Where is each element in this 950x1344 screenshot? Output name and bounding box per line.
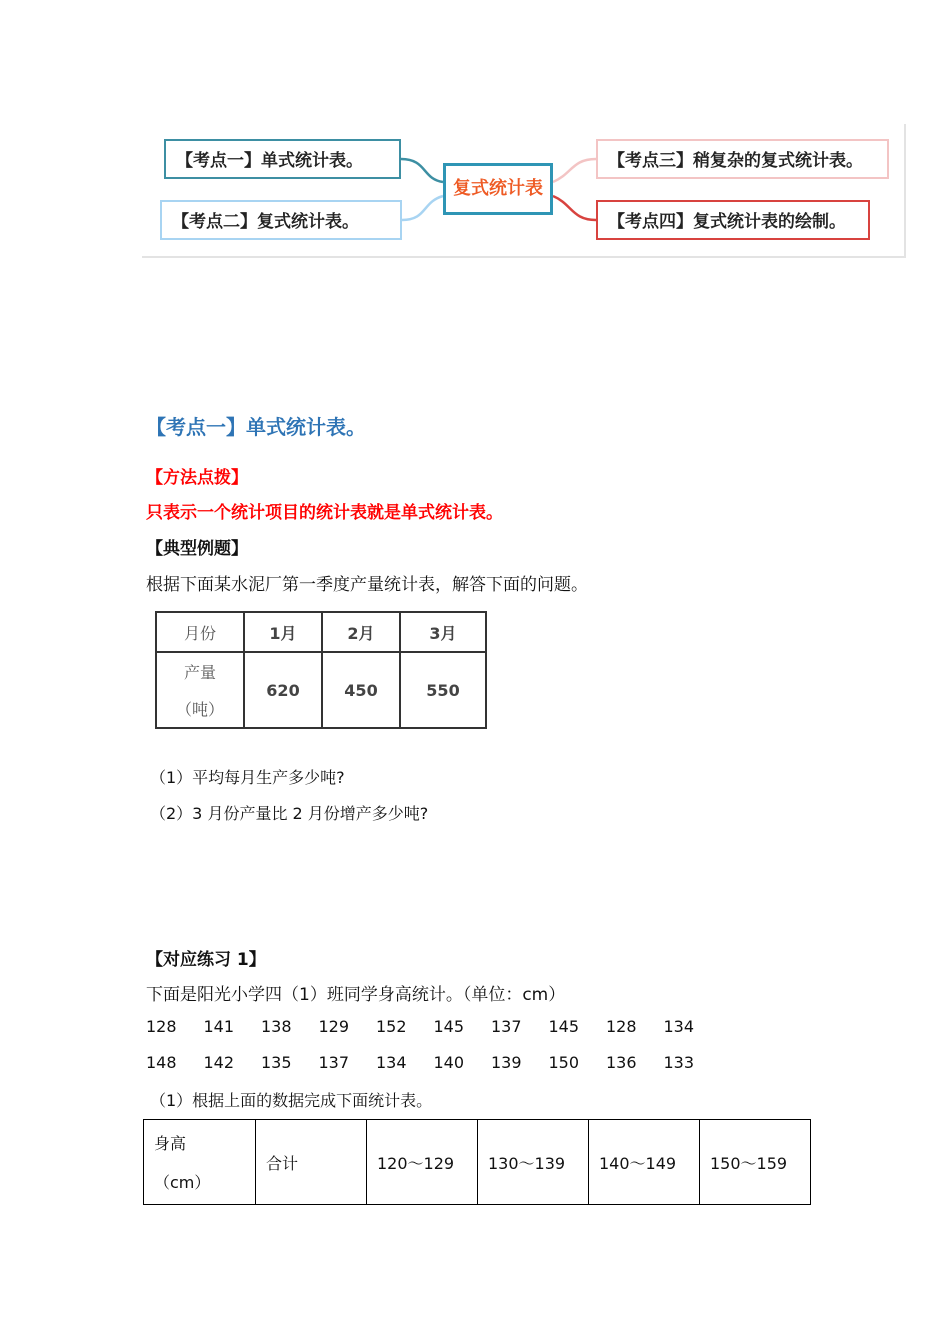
value-jan: 620 [244, 652, 322, 728]
mindmap-kp2: 【考点二】复式统计表。 [160, 200, 402, 240]
col-total: 合计 [256, 1120, 367, 1205]
mindmap-kp3: 【考点三】稍复杂的复式统计表。 [596, 139, 889, 179]
header-jan: 1月 [244, 612, 322, 652]
data-value: 129 [318, 1017, 350, 1036]
question-2: （2）3 月份产量比 2 月份增产多少吨? [150, 804, 429, 823]
col-150-159: 150～159 [700, 1120, 811, 1205]
value-mar: 550 [400, 652, 486, 728]
data-value: 140 [433, 1053, 465, 1072]
row-label-output [156, 652, 244, 728]
data-value: 142 [203, 1053, 235, 1072]
mindmap-center: 复式统计表 [443, 163, 553, 215]
header-mar: 3月 [400, 612, 486, 652]
col-140-149: 140～149 [589, 1120, 700, 1205]
mindmap-kp1: 【考点一】单式统计表。 [164, 139, 401, 179]
data-value: 137 [318, 1053, 350, 1072]
height-data-row-2 [146, 1053, 721, 1072]
data-value: 128 [606, 1017, 637, 1036]
height-label-cell [144, 1120, 256, 1205]
data-value: 141 [203, 1017, 235, 1036]
header-month: 月份 [156, 612, 244, 652]
table-row [156, 652, 486, 728]
data-value: 135 [261, 1053, 292, 1072]
method-heading: 【方法点拨】 [146, 468, 248, 488]
mind-map [142, 124, 906, 258]
row-label-line1: 产量 [183, 663, 216, 682]
production-table [155, 611, 487, 729]
data-value: 133 [663, 1053, 695, 1072]
data-value: 148 [146, 1053, 177, 1072]
question-1: （1）平均每月生产多少吨? [150, 768, 345, 787]
data-value: 128 [146, 1017, 177, 1036]
height-data-row-1 [146, 1017, 721, 1036]
data-value: 150 [548, 1053, 580, 1072]
header-feb: 2月 [322, 612, 400, 652]
table-row [156, 612, 486, 652]
practice1-task1: （1）根据上面的数据完成下面统计表。 [150, 1091, 433, 1110]
section1-title: 【考点一】单式统计表。 [146, 415, 366, 439]
col-120-129: 120～129 [367, 1120, 478, 1205]
connector-kp4 [553, 196, 596, 220]
data-value: 134 [376, 1053, 407, 1072]
example-heading: 【典型例题】 [146, 539, 248, 559]
mindmap-kp4: 【考点四】复式统计表的绘制。 [596, 200, 870, 240]
col-130-139: 130～139 [478, 1120, 589, 1205]
data-value: 137 [491, 1017, 522, 1036]
data-value: 136 [606, 1053, 637, 1072]
practice1-intro: 下面是阳光小学四（1）班同学身高统计。（单位：cm） [146, 985, 566, 1005]
data-value: 145 [548, 1017, 580, 1036]
data-value: 152 [376, 1017, 407, 1036]
connector-kp3 [553, 159, 596, 182]
data-value: 139 [491, 1053, 522, 1072]
height-table [143, 1119, 811, 1205]
data-value: 145 [433, 1017, 465, 1036]
connector-kp2 [402, 196, 443, 220]
height-label-line2: （cm） [154, 1173, 211, 1192]
data-value: 134 [663, 1017, 695, 1036]
data-value: 138 [261, 1017, 292, 1036]
table-row [144, 1120, 811, 1205]
connector-kp1 [401, 159, 443, 182]
example-text: 根据下面某水泥厂第一季度产量统计表，解答下面的问题。 [146, 575, 588, 595]
practice1-heading: 【对应练习 1】 [146, 950, 266, 970]
value-feb: 450 [322, 652, 400, 728]
row-label-line2: （吨） [175, 700, 224, 719]
method-text: 只表示一个统计项目的统计表就是单式统计表。 [146, 503, 503, 523]
height-label-line1: 身高 [154, 1134, 187, 1153]
